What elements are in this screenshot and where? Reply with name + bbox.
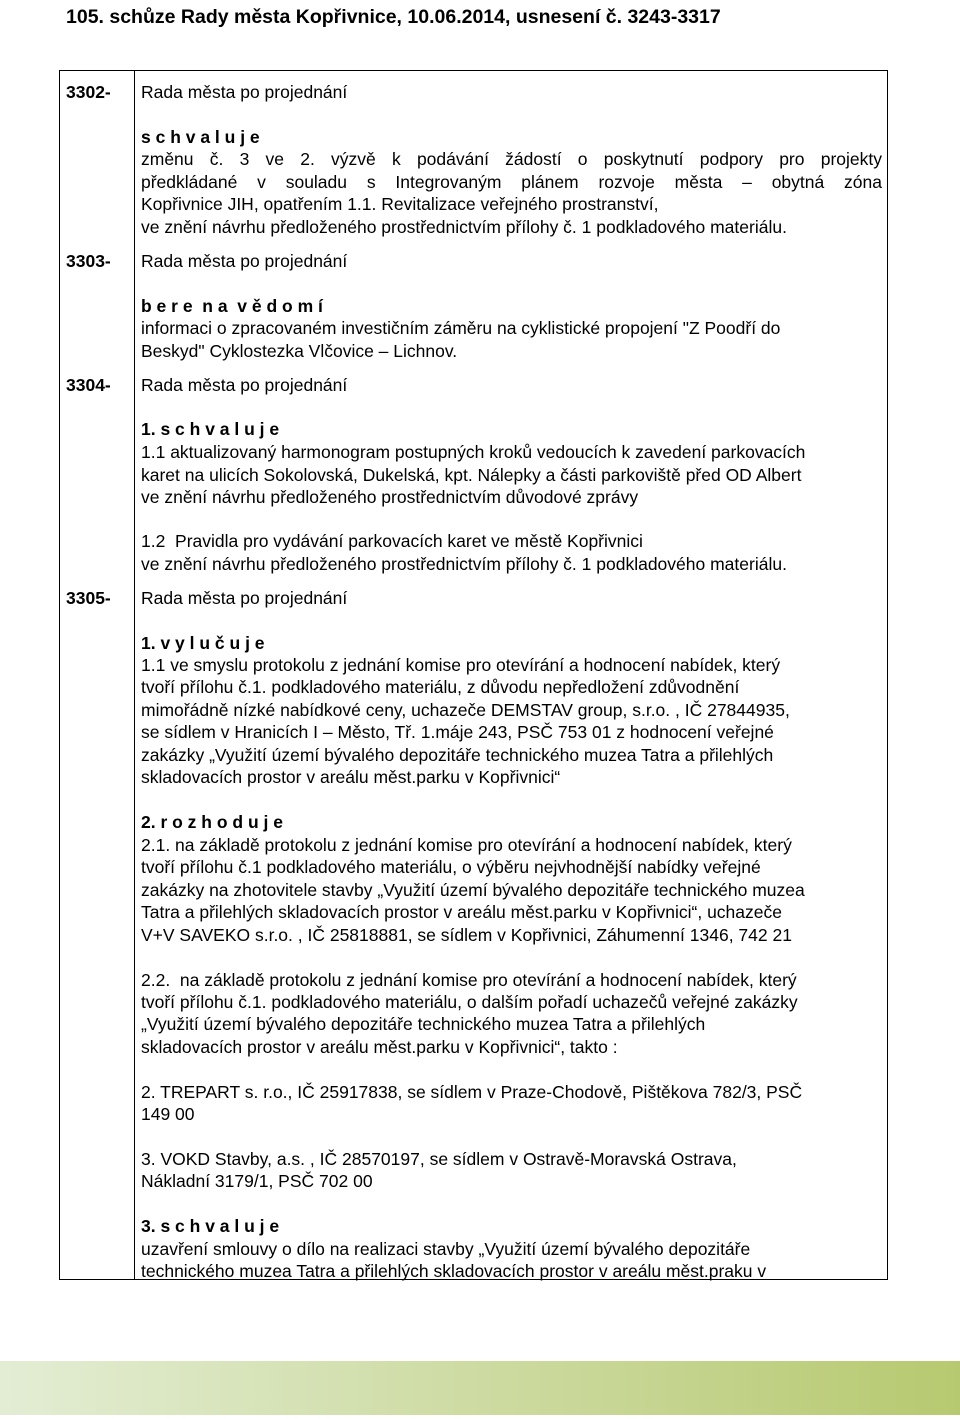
text-line: ve znění návrhu předloženého prostřednictvím přílohy č. 1 podkladového materiálu. xyxy=(141,554,787,574)
resolution-verb: b e r e n a v ě d o m í xyxy=(141,296,323,316)
resolution-verb: 1. v y l u č u j e xyxy=(141,633,265,653)
text-line: 1.2 Pravidla pro vydávání parkovacích karet ve městě Kopřivnici xyxy=(141,531,643,551)
text-line: „Využití území bývalého depozitáře technického muzea Tatra a přilehlých xyxy=(141,1014,706,1034)
text-line: zakázky na zhotovitele stavby „Využití území bývalého depozitáře technického muzea xyxy=(141,880,805,900)
text-line: 2. TREPART s. r.o., IČ 25917838, se sídlem v Praze-Chodově, Pištěkova 782/3, PSČ xyxy=(141,1082,803,1102)
resolution-verb: s c h v a l u j e xyxy=(141,127,260,147)
text-line: mimořádně nízké nabídkové ceny, uchazeče DEMSTAV group, s.r.o. , IČ 27844935, xyxy=(141,700,790,720)
resolution-intro: Rada města po projednání xyxy=(141,588,348,608)
text-line: Beskyd" Cyklostezka Vlčovice – Lichnov. xyxy=(141,341,458,361)
text-line: tvoří přílohu č.1. podkladového materiálu, z důvodu nepředložení zdůvodnění xyxy=(141,677,740,697)
text-line: ve znění návrhu předloženého prostřednictvím důvodové zprávy xyxy=(141,487,639,507)
resolution-intro: Rada města po projednání xyxy=(141,251,348,271)
text-line: skladovacích prostor v areálu měst.parku v Kopřivnici“, takto : xyxy=(141,1037,618,1057)
text-line: informaci o zpracovaném investičním záměru na cyklistické propojení "Z Poodří do xyxy=(141,318,781,338)
text-line: skladovacích prostor v areálu měst.parku v Kopřivnici“ xyxy=(141,767,561,787)
text-line: karet na ulicích Sokolovská, Dukelská, kpt. Nálepky a části parkoviště před OD Albert xyxy=(141,465,802,485)
text-line: 1.1 ve smyslu protokolu z jednání komise pro otevírání a hodnocení nabídek, který xyxy=(141,655,781,675)
text-line: tvoří přílohu č.1. podkladového materiálu, o dalším pořadí uchazečů veřejné zakázky xyxy=(141,992,798,1012)
resolution-verb: 1. s c h v a l u j e xyxy=(141,419,280,439)
resolution-intro: Rada města po projednání xyxy=(141,375,348,395)
footer-decorative-bar xyxy=(0,1361,960,1415)
resolution-number: 3304- xyxy=(66,375,111,395)
resolution-number: 3303- xyxy=(66,251,111,271)
text-line: Kopřivnice JIH, opatřením 1.1. Revitalizace veřejného prostranství, xyxy=(141,194,659,214)
text-line: 3. VOKD Stavby, a.s. , IČ 28570197, se sídlem v Ostravě-Moravská Ostrava, xyxy=(141,1149,737,1169)
resolution-number: 3305- xyxy=(66,588,111,608)
text-line: Tatra a přilehlých skladovacích prostor v areálu měst.parku v Kopřivnici“, uchazeče xyxy=(141,902,782,922)
resolution-intro: Rada města po projednání xyxy=(141,82,348,102)
page-title: 105. schůze Rady města Kopřivnice, 10.06.2014, usnesení č. 3243-3317 xyxy=(66,6,721,28)
text-line: 2.2. na základě protokolu z jednání komise pro otevírání a hodnocení nabídek, který xyxy=(141,970,797,990)
text-line: V+V SAVEKO s.r.o. , IČ 25818881, se sídlem v Kopřivnici, Záhumenní 1346, 742 21 xyxy=(141,925,792,945)
resolution-verb: 3. s c h v a l u j e xyxy=(141,1216,280,1236)
text-line: změnu č. 3 ve 2. výzvě k podávání žádostí o poskytnutí podpory pro projekty xyxy=(141,149,882,169)
text-line: se sídlem v Hranicích I – Město, Tř. 1.máje 243, PSČ 753 01 z hodnocení veřejné xyxy=(141,722,774,742)
text-line: technického muzea Tatra a přilehlých skladovacích prostor v areálu měst.praku v xyxy=(141,1261,767,1281)
text-line: tvoří přílohu č.1 podkladového materiálu, o výběru nejvhodnější nabídky veřejné xyxy=(141,857,761,877)
text-line: předkládané v souladu s Integrovaným plánem rozvoje města – obytná zóna xyxy=(141,172,882,192)
resolution-number: 3302- xyxy=(66,82,111,102)
text-line: uzavření smlouvy o dílo na realizaci stavby „Využití území bývalého depozitáře xyxy=(141,1239,751,1259)
text-line: Nákladní 3179/1, PSČ 702 00 xyxy=(141,1171,373,1191)
resolution-verb: 2. r o z h o d u j e xyxy=(141,812,283,832)
text-line: ve znění návrhu předloženého prostřednictvím přílohy č. 1 podkladového materiálu. xyxy=(141,217,787,237)
text-line: 2.1. na základě protokolu z jednání komise pro otevírání a hodnocení nabídek, který xyxy=(141,835,792,855)
text-line: 149 00 xyxy=(141,1104,195,1124)
text-line: 1.1 aktualizovaný harmonogram postupných kroků vedoucích k zavedení parkovacích xyxy=(141,442,806,462)
text-line: zakázky „Využití území bývalého depozitáře technického muzea Tatra a přilehlých xyxy=(141,745,774,765)
table-column-divider xyxy=(134,70,135,1280)
